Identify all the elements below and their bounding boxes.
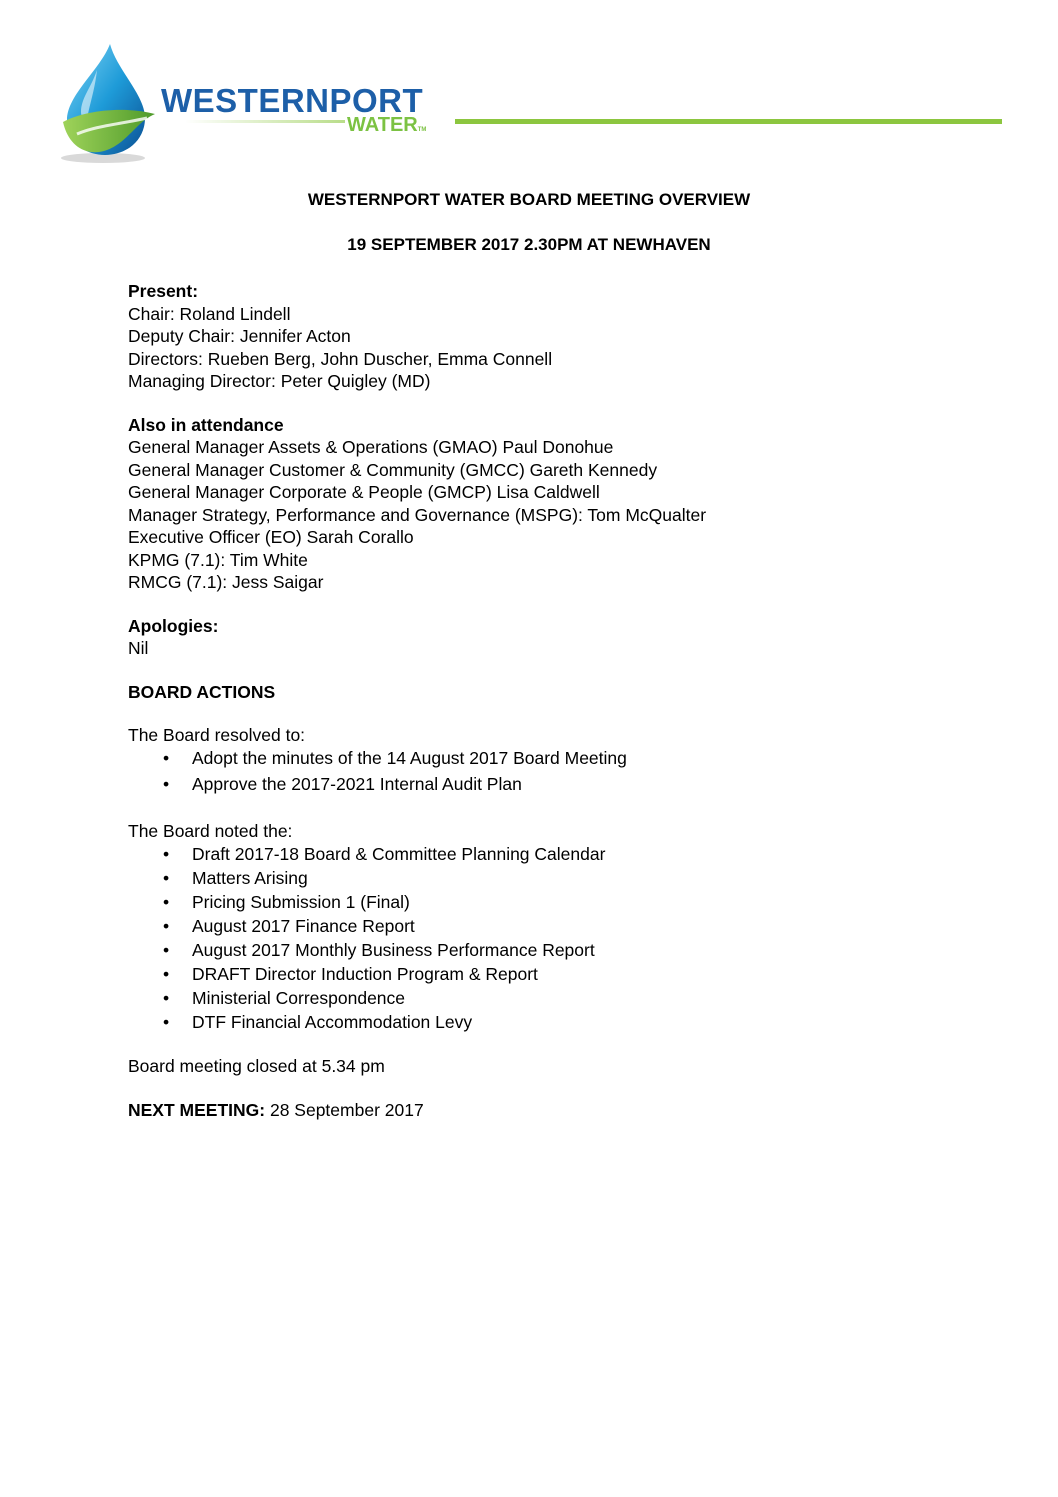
document-body <box>128 280 1008 1121</box>
present-heading: Present: <box>128 281 199 301</box>
header-green-rule <box>455 119 1002 124</box>
brand-sub-label: WATERTM <box>347 114 427 136</box>
attendance-heading: Also in attendance <box>128 414 284 435</box>
noted-intro: The Board noted the: <box>128 820 293 841</box>
list-item: • August 2017 Finance Report <box>163 914 1008 938</box>
present-line: Managing Director: Peter Quigley (MD) <box>128 371 431 391</box>
list-item: • Adopt the minutes of the 14 August 2017 Board Meeting <box>163 747 1008 770</box>
attendance-line: General Manager Corporate & People (GMCP) Lisa Caldwell <box>128 482 600 502</box>
attendance-line: General Manager Customer & Community (GMCC) Gareth Kennedy <box>128 459 658 480</box>
list-item: • Ministerial Correspondence <box>163 986 1008 1010</box>
trademark-mark: TM <box>417 127 427 133</box>
next-meeting-date: 28 September 2017 <box>269 1099 424 1120</box>
present-line: Directors: Rueben Berg, John Duscher, Emma Connell <box>128 348 553 369</box>
board-actions-heading: BOARD ACTIONS <box>128 681 276 702</box>
apologies-heading: Apologies: <box>128 615 219 636</box>
present-line: Chair: Roland Lindell <box>128 303 291 324</box>
next-meeting-label: NEXT MEETING: <box>128 1099 266 1120</box>
resolved-intro: The Board resolved to: <box>128 725 306 745</box>
attendance-line: KPMG (7.1): Tim White <box>128 549 308 570</box>
noted-list <box>128 842 1008 1034</box>
list-item: • DRAFT Director Induction Program & Report <box>163 962 1008 986</box>
header-logo <box>55 40 1005 165</box>
list-item: • Matters Arising <box>163 866 1008 890</box>
present-line: Deputy Chair: Jennifer Acton <box>128 326 351 346</box>
next-meeting <box>128 1099 1008 1122</box>
list-item: • August 2017 Monthly Business Performance Report <box>163 938 1008 962</box>
attendance-line: Manager Strategy, Performance and Governance (MSPG): Tom McQualter <box>128 504 707 525</box>
meeting-date-title: 19 SEPTEMBER 2017 2.30PM AT NEWHAVEN <box>347 235 711 254</box>
attendance-line: Executive Officer (EO) Sarah Corallo <box>128 527 414 547</box>
list-item: • Pricing Submission 1 (Final) <box>163 890 1008 914</box>
header-rule-fade <box>185 120 345 123</box>
list-item: • Approve the 2017-2021 Internal Audit Plan <box>163 773 1008 796</box>
document-title: WESTERNPORT WATER BOARD MEETING OVERVIEW <box>307 190 751 209</box>
water-drop-logo-icon <box>55 40 165 165</box>
list-item: • Draft 2017-18 Board & Committee Planning Calendar <box>163 842 1008 866</box>
meeting-closed-text: Board meeting closed at 5.34 pm <box>128 1056 385 1076</box>
attendance-line: General Manager Assets & Operations (GMAO) Paul Donohue <box>128 437 614 457</box>
attendance-line: RMCG (7.1): Jess Saigar <box>128 572 324 592</box>
resolved-list <box>128 747 1008 796</box>
brand-name: WESTERNPORT <box>161 82 424 119</box>
list-item: • DTF Financial Accommodation Levy <box>163 1010 1008 1034</box>
apologies-value: Nil <box>128 638 149 658</box>
